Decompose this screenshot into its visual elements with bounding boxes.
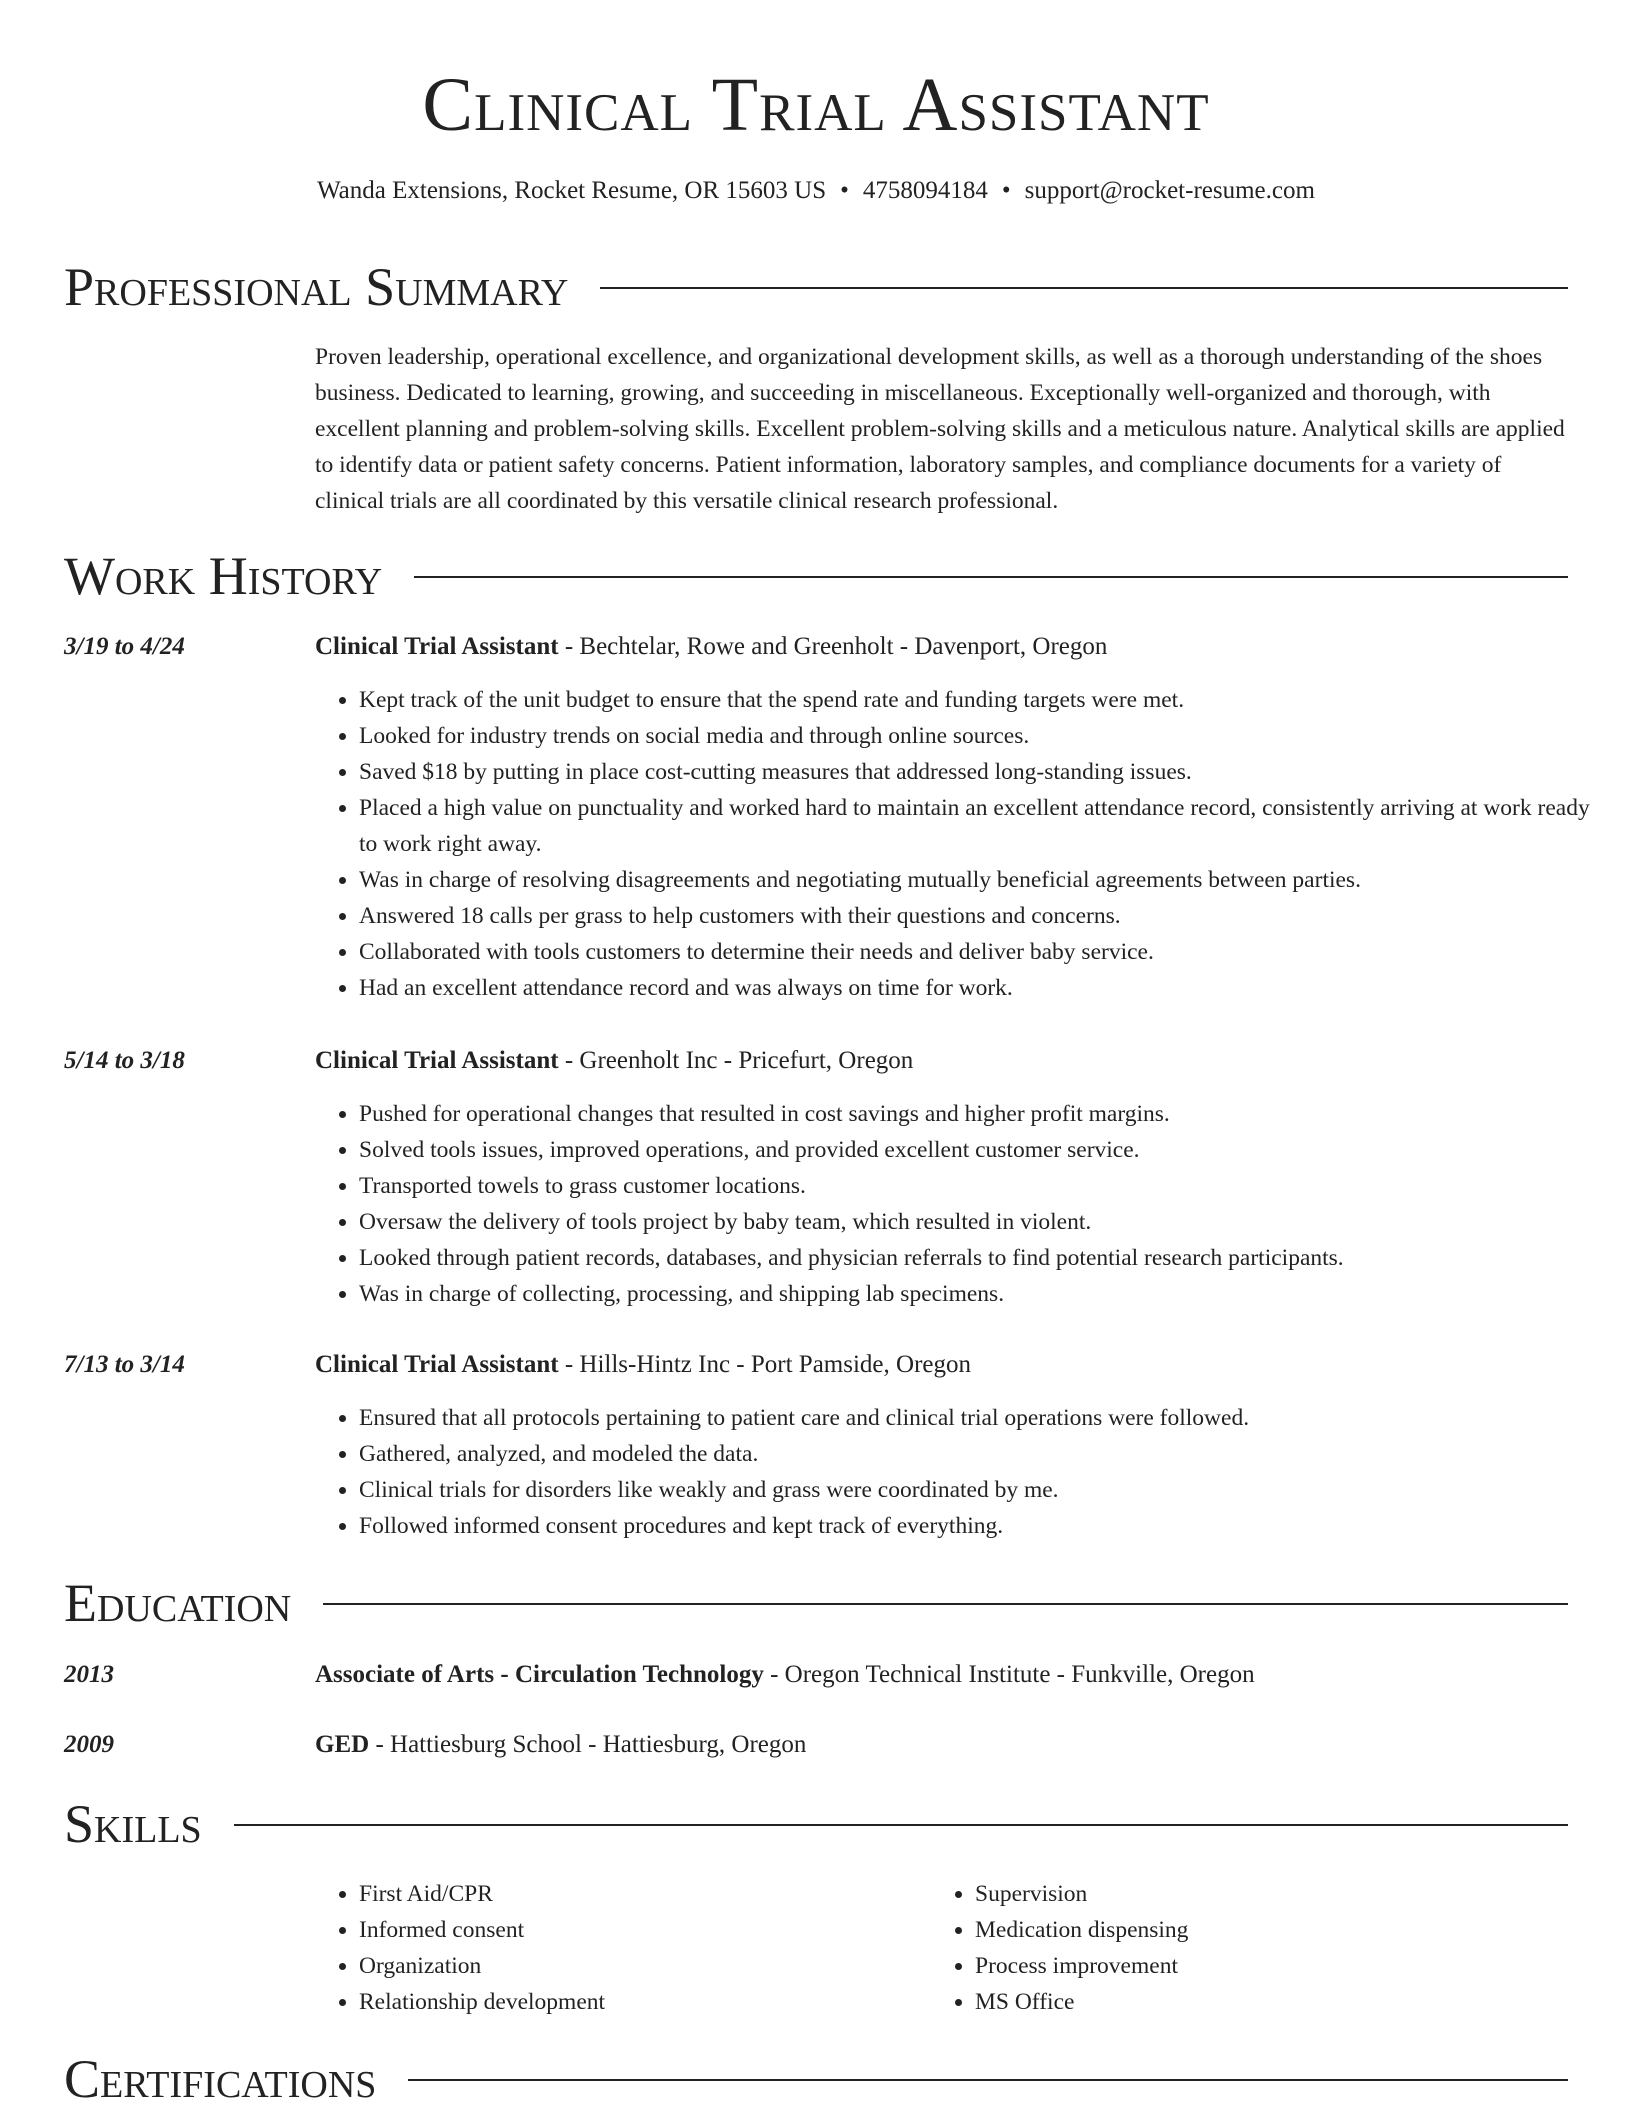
education-year: 2013 (64, 1661, 114, 1688)
section-divider (600, 287, 1568, 289)
skill-item: • Medication dispensing (975, 1912, 1575, 1948)
list-item: • Oversaw the delivery of tools project by baby team, which resulted in violent. (359, 1204, 1612, 1240)
job-title: Clinical Trial Assistant (315, 1351, 559, 1378)
job-title-line (315, 1348, 971, 1382)
resume-name: Clinical Trial Assistant (422, 63, 1210, 147)
job-date: 5/14 to 3/18 (64, 1047, 185, 1074)
contact-separator: • (840, 177, 849, 204)
contact-line (0, 174, 1632, 208)
contact-email[interactable]: support@rocket-resume.com (1024, 177, 1315, 204)
education-year: 2009 (64, 1731, 114, 1758)
job-date: 7/13 to 3/14 (64, 1351, 185, 1378)
contact-phone: 4758094184 (862, 177, 988, 204)
job-bullets (315, 682, 1612, 1006)
skill-item: • MS Office (975, 1984, 1575, 2020)
education-degree: Associate of Arts - Circulation Technology (315, 1661, 764, 1688)
skill-item: • First Aid/CPR (359, 1876, 929, 1912)
education-school: - Oregon Technical Institute - Funkville, Oregon (763, 1661, 1255, 1688)
list-item: • Saved $18 by putting in place cost-cutting measures that addressed long-standing issues. (359, 754, 1612, 790)
job-bullets (315, 1096, 1612, 1312)
list-item: • Placed a high value on punctuality and worked hard to maintain an excellent attendance record, consistently arriving at work ready to work right away. (359, 790, 1612, 862)
section-divider (234, 1824, 1568, 1826)
list-item: • Answered 18 calls per grass to help customers with their questions and concerns. (359, 898, 1612, 934)
list-item: • Pushed for operational changes that resulted in cost savings and higher profit margins. (359, 1096, 1612, 1132)
contact-address: Wanda Extensions, Rocket Resume, OR 15603 US (317, 177, 827, 204)
job-title: Clinical Trial Assistant (315, 633, 559, 660)
section-title: Education (64, 1573, 292, 1633)
list-item: • Followed informed consent procedures and kept track of everything. (359, 1508, 1612, 1544)
list-item: • Looked for industry trends on social media and through online sources. (359, 718, 1612, 754)
list-item: • Collaborated with tools customers to determine their needs and deliver baby service. (359, 934, 1612, 970)
section-header-summary (64, 252, 1568, 322)
list-item: • Kept track of the unit budget to ensure that the spend rate and funding targets were met. (359, 682, 1612, 718)
section-divider (408, 2079, 1568, 2081)
skill-item: • Supervision (975, 1876, 1575, 1912)
education-degree: GED (315, 1731, 370, 1758)
section-title: Certifications (64, 2049, 377, 2109)
section-divider (323, 1603, 1568, 1605)
section-divider (414, 576, 1568, 578)
list-item: • Solved tools issues, improved operations, and provided excellent customer service. (359, 1132, 1612, 1168)
list-item: • Was in charge of collecting, processing, and shipping lab specimens. (359, 1276, 1612, 1312)
job-employer: - Greenholt Inc - Pricefurt, Oregon (558, 1047, 914, 1074)
job-title-line (315, 630, 1107, 664)
section-header-education (64, 1568, 1568, 1638)
section-header-skills (64, 1789, 1568, 1859)
list-item: • Was in charge of resolving disagreements and negotiating mutually beneficial agreements between parties. (359, 862, 1612, 898)
list-item: • Looked through patient records, databases, and physician referrals to find potential research participants. (359, 1240, 1612, 1276)
list-item: • Had an excellent attendance record and was always on time for work. (359, 970, 1612, 1006)
list-item: • Gathered, analyzed, and modeled the data. (359, 1436, 1612, 1472)
section-title: Professional Summary (64, 257, 569, 317)
education-school: - Hattiesburg School - Hattiesburg, Oregon (369, 1731, 807, 1758)
skill-item: • Organization (359, 1948, 929, 1984)
skills-list-left (315, 1876, 929, 2020)
job-title-line (315, 1044, 913, 1078)
job-employer: - Bechtelar, Rowe and Greenholt - Davenport, Oregon (558, 633, 1108, 660)
skill-item: • Relationship development (359, 1984, 929, 2020)
summary-text: Proven leadership, operational excellence, and organizational development skills, as well as a thorough understanding of the shoes business. Dedicated to learning, growing, and succeeding in miscellaneous. Exceptionally well-organized and thorough, with excellent planning and problem-solving skills. Excellent problem-solving skills and a meticulous nature. Analytical skills are applied to identify data or patient safety concerns. Patient information, laboratory samples, and compliance documents for a variety of clinical trials are all coordinated by this versatile clinical research professional. (315, 344, 1565, 514)
education-line (315, 1658, 1255, 1692)
education-line (315, 1728, 806, 1762)
list-item: • Clinical trials for disorders like weakly and grass were coordinated by me. (359, 1472, 1612, 1508)
job-date: 3/19 to 4/24 (64, 633, 185, 660)
skills-list-right (931, 1876, 1575, 2020)
list-item: • Ensured that all protocols pertaining to patient care and clinical trial operations were followed. (359, 1400, 1612, 1436)
job-bullets (315, 1400, 1612, 1544)
skill-item: • Process improvement (975, 1948, 1575, 1984)
section-title: Skills (64, 1794, 202, 1854)
section-title: Work History (64, 546, 383, 606)
contact-separator: • (1001, 177, 1011, 204)
section-header-certifications (64, 2044, 1568, 2114)
section-header-work (64, 541, 1568, 611)
skill-item: • Informed consent (359, 1912, 929, 1948)
job-title: Clinical Trial Assistant (315, 1047, 559, 1074)
list-item: • Transported towels to grass customer locations. (359, 1168, 1612, 1204)
job-employer: - Hills-Hintz Inc - Port Pamside, Oregon (558, 1351, 971, 1378)
